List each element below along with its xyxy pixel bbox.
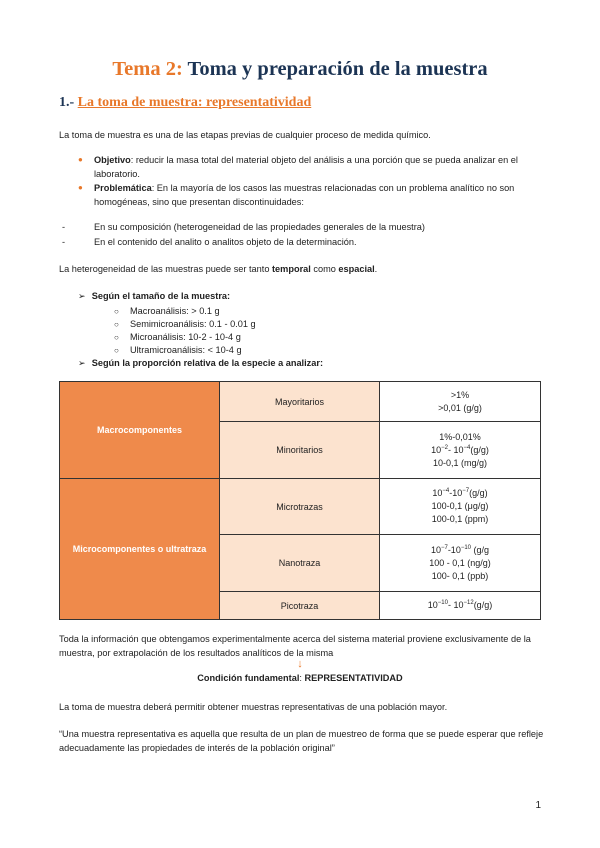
micro-cell: Microcomponentes o ultratraza	[60, 479, 220, 620]
circle-bullet-icon: ○	[114, 320, 119, 329]
bullet-dot-icon: ●	[78, 183, 83, 192]
heterogeneity-paragraph: La heterogeneidad de las muestras puede ser tanto temporal como espacial.	[59, 264, 378, 274]
dash-item: - En su composición (heterogeneidad de las propiedades generales de la muestra)	[62, 222, 425, 232]
bullet-problematica: ● Problemática: En la mayoría de los casos las muestras relacionadas con un problema analítico no son homogéneas, sino que presentan discontinuidades:	[78, 183, 515, 207]
mayoritarios-values: >1% >0,01 (g/g)	[380, 382, 541, 422]
microtrazas-cell: Microtrazas	[220, 479, 380, 535]
list-item: ○ Macroanálisis: > 0.1 g	[114, 306, 220, 316]
nanotraza-values: $10^{-7}-10^{-10}$ (g/g 100 - 0,1 (ng/g) 100- 0,1 (ppb)	[380, 535, 541, 592]
list-item: ○ Ultramicroanálisis: < 10-4 g	[114, 345, 242, 355]
section-heading: 1.- La toma de muestra: representatividad	[59, 95, 312, 110]
info-paragraph: Toda la información que obtengamos experimentalmente acerca del sistema material proviene exclusivamente de la muestra, por extrapolación de los resultados analíticos de la misma	[59, 634, 531, 658]
intro-paragraph: La toma de muestra es una de las etapas previas de cualquier proceso de medida químico.	[59, 130, 431, 140]
page-title: Tema 2: Toma y preparación de la muestra	[112, 58, 488, 80]
microtrazas-values: $10^{-4}-10^{-7}(g/g)$ 100-0,1 (μg/g) 100-0,1 (ppm)	[380, 479, 541, 535]
picotraza-values: $10^{-10}-$ $10^{-12}(g/g)$	[380, 592, 541, 620]
minoritarios-values: 1%-0,01% $10^{-2}-$ $10^{-4}(g/g)$ 10-0,1 (mg/g)	[380, 422, 541, 479]
condition-line: Condición fundamental: REPRESENTATIVIDAD	[197, 673, 403, 683]
bullet-objetivo: ● Objetivo: reducir la masa total del material objeto del análisis a una porción que se pueda analizar en el laboratorio.	[78, 155, 518, 179]
dash-item: - En el contenido del analito o analitos objeto de la determinación.	[62, 237, 357, 247]
bullet-dot-icon: ●	[78, 155, 83, 164]
page-number: 1	[535, 800, 541, 811]
circle-bullet-icon: ○	[114, 346, 119, 355]
circle-bullet-icon: ○	[114, 307, 119, 316]
mayoritarios-cell: Mayoritarios	[220, 382, 380, 422]
arrow-bullet-icon: ➢	[78, 291, 86, 301]
definition-quote: “Una muestra representativa es aquella que resulta de un plan de muestreo de forma que se puede esperar que refleje adecuadamente las propiedades de interés de la población original”	[59, 729, 544, 753]
size-list	[114, 305, 256, 357]
circle-bullet-icon: ○	[114, 333, 119, 342]
size-heading: ➢ Según el tamaño de la muestra:	[78, 291, 231, 301]
down-arrow-icon: ↓	[297, 658, 303, 670]
list-item: ○ Microanálisis: 10-2 - 10-4 g	[114, 332, 241, 342]
proportion-heading: ➢ Según la proporción relativa de la especie a analizar:	[78, 358, 324, 368]
nanotraza-cell: Nanotraza	[220, 535, 380, 592]
list-item: ○ Semimicroanálisis: 0.1 - 0.01 g	[114, 319, 256, 329]
macro-cell: Macrocomponentes	[60, 382, 220, 479]
arrow-bullet-icon: ➢	[78, 358, 86, 368]
minoritarios-cell: Minoritarios	[220, 422, 380, 479]
picotraza-cell: Picotraza	[220, 592, 380, 620]
must-paragraph: La toma de muestra deberá permitir obtener muestras representativas de una población mayor.	[59, 702, 448, 712]
components-table	[59, 381, 541, 620]
